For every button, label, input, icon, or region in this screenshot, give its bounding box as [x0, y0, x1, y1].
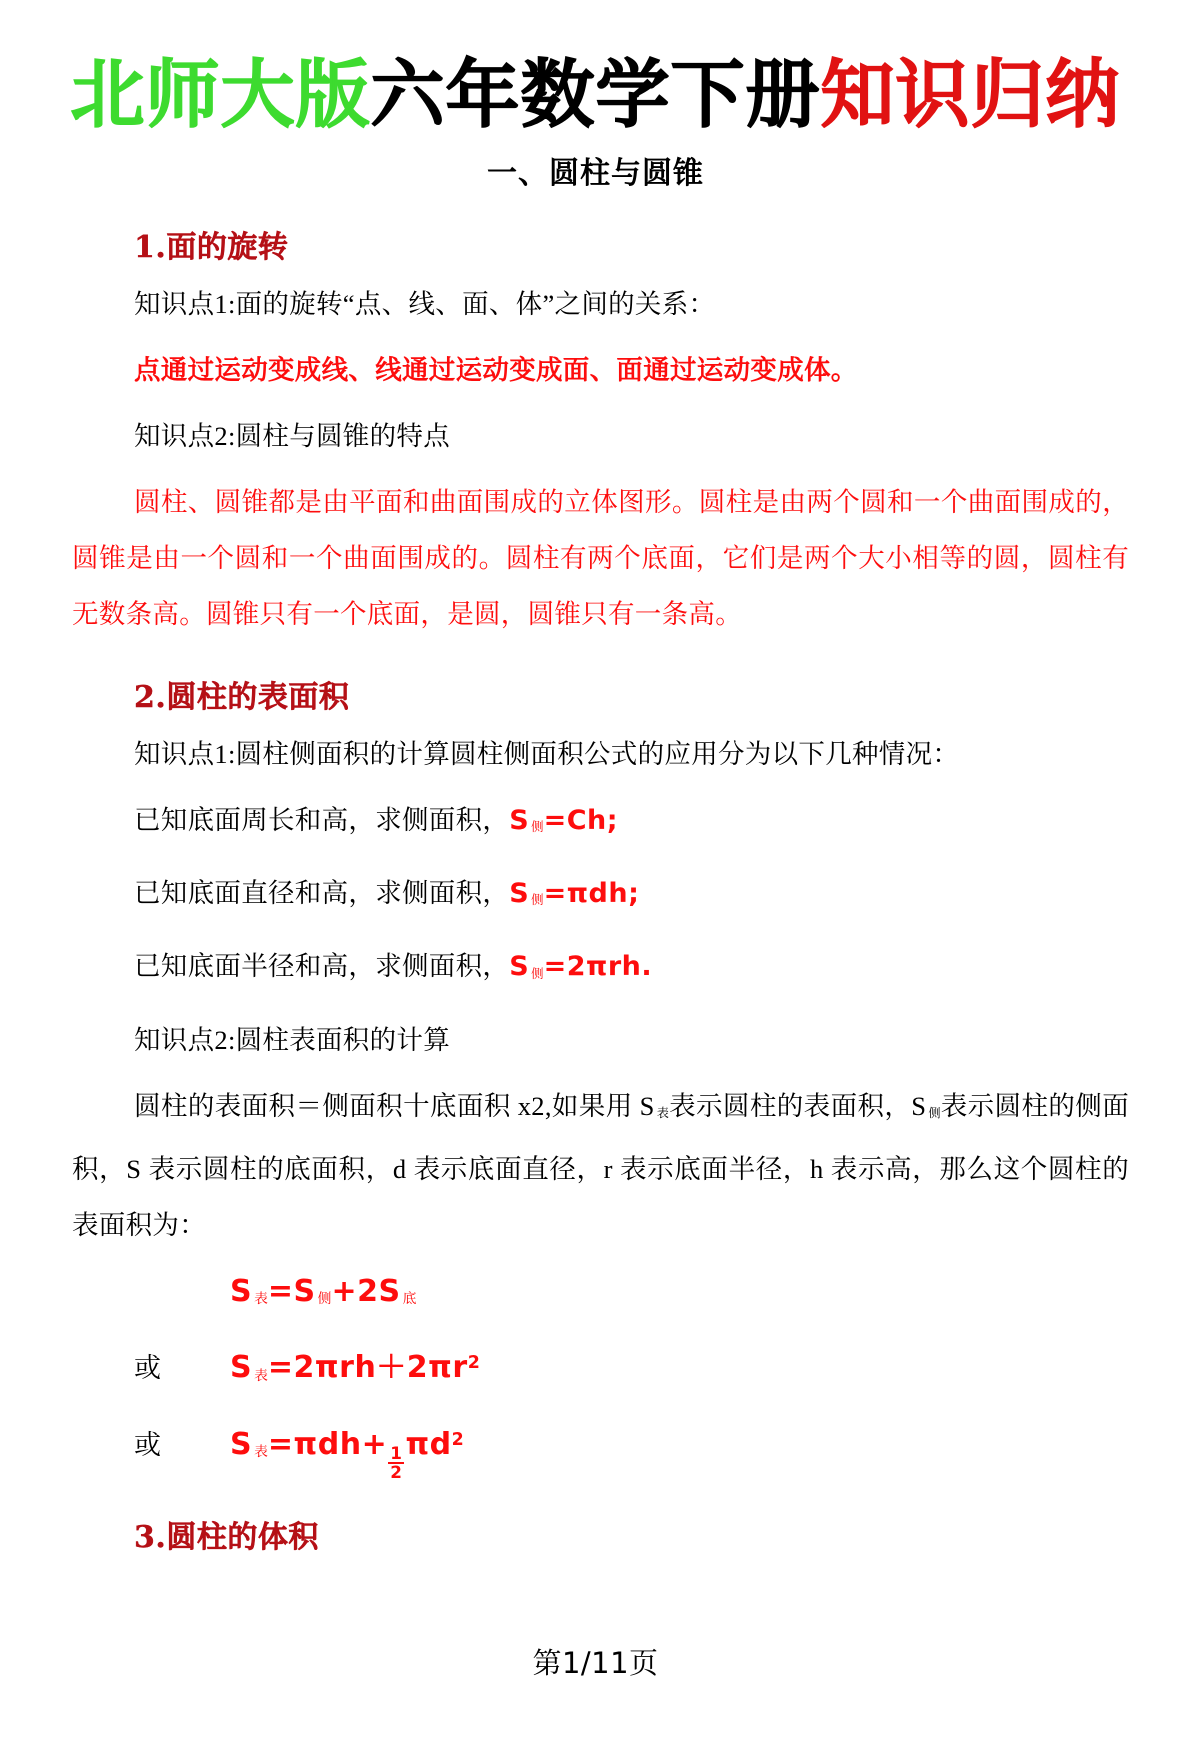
formula-lateral-area-diameter: S $_侧$=πdh;: [509, 878, 640, 910]
formula-surface-area-diameter: S $_表$=πdh+ $\frac{1}{2}$ $\pi d^2$: [230, 1426, 465, 1483]
section2-knowledge-point-2-label: 知识点2:圆柱表面积的计算: [134, 1024, 451, 1055]
section1-knowledge-point-2-label: 知识点2:圆柱与圆锥的特点: [134, 421, 451, 451]
section-heading-1: 1.面的旋转: [134, 230, 289, 265]
formula-or-label-1: 或: [134, 1353, 161, 1384]
fraction-one-half: $\frac{1}{2}$: [390, 1443, 403, 1483]
section1-knowledge-point-1-answer: 点通过运动变成线、线通过运动变成面、面通过运动变成体。: [134, 355, 858, 385]
formula-or-label-2: 或: [134, 1429, 161, 1460]
section2-case-1: [134, 792, 1129, 855]
formula-surface-area-radius: S $_表=2\pi rh+2\pi r^2$: [230, 1350, 481, 1386]
title-segment-grade: 六年数学下册: [370, 52, 821, 138]
formula-lateral-area-radius: S $_侧$=2πrh.: [509, 951, 653, 983]
section2-case-2: [134, 865, 1129, 928]
surface-area-desc-part-a: 圆柱的表面积＝侧面积十底面积 x2,如果用 S: [134, 1090, 655, 1121]
section2-case-2-text: 已知底面直径和高，求侧面积，: [134, 878, 510, 909]
formula-surface-area-symbolic: S $_表$=S $_侧$+2S $_底$: [230, 1273, 417, 1309]
formula-row-surface-1: [62, 1267, 1129, 1324]
section2-surface-area-description: [72, 1078, 1129, 1253]
title-segment-publisher: 北师大版: [70, 52, 371, 138]
title-segment-topic: 知识归纳: [820, 52, 1121, 138]
subscript-biao-1: 表: [656, 1105, 670, 1120]
surface-area-desc-part-b: 表示圆柱的表面积，S: [669, 1090, 927, 1121]
section1-knowledge-point-1-label: 知识点1:面的旋转“点、线、面、体”之间的关系：: [134, 289, 716, 319]
page-title: [62, 52, 1129, 138]
document-page: [0, 52, 1191, 1742]
formula-row-surface-2: [62, 1338, 1129, 1401]
formula-row-surface-3: [62, 1415, 1129, 1482]
document-subtitle: 一、圆柱与圆锥: [487, 156, 704, 191]
section-heading-2: 2.圆柱的表面积: [134, 680, 350, 715]
section1-knowledge-point-2-answer: 圆柱、圆锥都是由平面和曲面围成的立体图形。圆柱是由两个圆和一个曲面围成的，圆锥是由一个圆和一个曲面围成的。圆柱有两个底面，它们是两个大小相等的圆，圆柱有无数条高。圆锥只有一个底面，是圆，圆锥只有一条高。: [72, 487, 1129, 629]
formula-lateral-area-circumference: S $_侧$=Ch;: [509, 805, 619, 836]
subscript-ce-1: 侧: [928, 1105, 941, 1120]
page-footer: 第1/11页: [532, 1646, 659, 1680]
surface-area-desc-part-c: 表示圆柱的侧面积，S 表示圆柱的底面积，d 表示底面直径，r 表示底面半径，h 表示高，那么这个圆柱的表面积为：: [72, 1090, 1129, 1240]
section2-case-3-text: 已知底面半径和高，求侧面积，: [134, 951, 510, 982]
section2-knowledge-point-1-label: 知识点1:圆柱侧面积的计算圆柱侧面积公式的应用分为以下几种情况：: [134, 739, 960, 769]
section-heading-3: 3.圆柱的体积: [134, 1519, 319, 1555]
section2-case-3: [134, 938, 1129, 1001]
section2-case-1-text: 已知底面周长和高，求侧面积，: [134, 805, 510, 835]
